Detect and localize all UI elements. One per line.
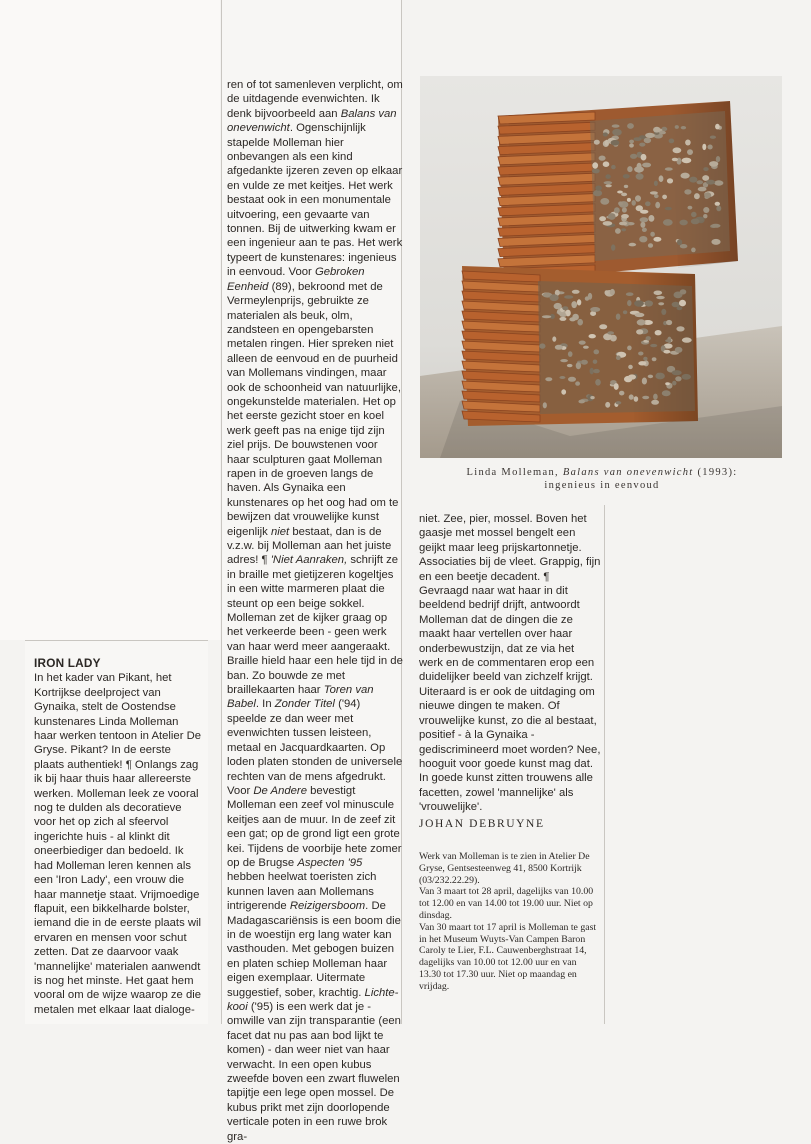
pebble <box>653 237 661 242</box>
column-rule-1 <box>221 0 222 1024</box>
pebble <box>677 239 682 245</box>
pebble <box>629 394 634 399</box>
pebble <box>682 337 692 342</box>
pebble <box>628 374 636 379</box>
pebble <box>656 373 660 379</box>
pebble <box>665 207 672 210</box>
exhibition-info-dates: Van 3 maart tot 28 april, dagelijks van 10.00 tot 12.00 en van 14.00 tot 19.00 uur. Niet op dinsdag. <box>419 886 594 921</box>
pebble <box>608 213 616 220</box>
pebble <box>675 125 679 129</box>
pebble <box>716 206 721 212</box>
pebble <box>560 359 568 362</box>
caption-subtitle: ingenieus in eenvoud <box>544 480 660 491</box>
work-title-italic: De Andere <box>253 784 307 797</box>
pebble <box>578 400 585 404</box>
pebble <box>691 212 697 217</box>
pebble <box>672 381 676 386</box>
pebble <box>698 187 707 192</box>
pebble <box>617 191 623 194</box>
pebble <box>658 302 664 305</box>
pebble <box>684 189 691 194</box>
pebble <box>605 174 610 179</box>
pebble <box>654 194 659 198</box>
pebble <box>681 173 690 179</box>
pebble <box>636 205 643 211</box>
text-segment: bevestigt Molleman een zeef vol minuscule keitjes aan de muur. In de zeef zit een gat; op de grond ligt een grote kei. Tijdens de voorbije hete zomer op de Brugse <box>227 784 402 869</box>
pebble <box>577 319 583 326</box>
pebble <box>637 319 646 325</box>
pebble <box>662 195 667 200</box>
pebble <box>691 248 696 253</box>
pebble <box>618 201 623 205</box>
pebble <box>642 228 647 232</box>
pebble <box>673 147 682 153</box>
pebble <box>635 195 641 201</box>
pebble <box>621 214 629 219</box>
pebble <box>702 144 706 150</box>
pebble <box>679 220 687 226</box>
pebble <box>626 292 634 296</box>
pebble <box>715 124 720 130</box>
pebble <box>575 381 580 385</box>
pebble <box>663 219 673 226</box>
pebble <box>592 162 598 168</box>
pebble <box>600 198 609 205</box>
pebble <box>675 376 681 381</box>
pebble <box>599 216 606 221</box>
pebble <box>614 383 619 390</box>
pebble <box>679 300 686 307</box>
pebble <box>592 169 600 174</box>
caption-artist: Linda Molleman, <box>466 467 559 478</box>
work-title-italic: niet <box>270 525 290 538</box>
pebble <box>681 126 686 129</box>
pebble <box>663 350 670 354</box>
pebble <box>639 143 645 147</box>
pebble <box>632 200 636 206</box>
pebble <box>648 375 653 379</box>
pebble <box>711 224 721 228</box>
pebble <box>634 166 644 172</box>
pebble <box>629 143 634 147</box>
pebble <box>697 180 704 184</box>
pebble <box>576 362 581 369</box>
pebble <box>651 400 659 405</box>
pebble <box>672 370 682 375</box>
page-strip-left <box>0 0 220 640</box>
pebble <box>629 140 634 144</box>
pebble <box>611 165 616 169</box>
pebble <box>593 369 600 373</box>
article-column-3 <box>419 512 601 993</box>
pebble <box>593 360 598 364</box>
pebble <box>607 331 614 334</box>
pebble <box>675 347 683 353</box>
pebble <box>634 300 644 306</box>
text-segment: schrijft ze in braille met gietijzeren kogeltjes in een witte marmeren plaat die steunt op een beige sokkel. Molleman zet de kijker graag op het verkeerde been - geen werk van haar werd meer aangeraakt. Braille hield haar een hele tijd in de ban. Zo bouwde ze met braillekaarten haar <box>227 554 403 697</box>
pebble <box>640 217 649 222</box>
pebble <box>687 149 693 155</box>
pebble <box>655 202 660 209</box>
pebble <box>682 374 691 380</box>
pebble <box>680 289 687 294</box>
work-title-italic: Aspecten '95 <box>297 856 363 869</box>
pebble <box>704 192 711 198</box>
text-segment: ren of tot samenleven verplicht, om de uitdagende evenwichten. Ik denk bijvoorbeeld aan <box>227 79 403 120</box>
pebble <box>659 131 666 135</box>
pebble <box>599 324 607 329</box>
pebble <box>640 222 645 228</box>
sculpture-photo <box>420 76 782 458</box>
work-title-italic: Toren van Babel <box>227 684 374 711</box>
pebble <box>623 174 630 178</box>
pebble <box>667 178 673 183</box>
pebble <box>665 382 670 385</box>
pebble <box>641 154 647 161</box>
text-segment: ('95) is een werk dat je - omwille van zijn transparantie (een facet dat nu pas aan bod lijkt te komen) - dan weer niet van haar verwacht. In een open kubus zweefde boven een zwart fluwelen tapijtje een lege open mossel. De kubus prikt met zijn doorlopende verticale poten in een ruwe brok gra- <box>227 1001 401 1143</box>
article-column-2 <box>227 78 403 1144</box>
pebble <box>638 352 643 356</box>
pebble <box>605 402 610 408</box>
pebble <box>669 139 675 144</box>
work-title-italic: 'Niet Aanraken, <box>270 554 348 567</box>
pebble <box>568 351 573 357</box>
pebble <box>567 364 573 367</box>
pebble <box>646 336 651 340</box>
pebble <box>634 396 639 402</box>
pebble <box>716 156 720 162</box>
pebble <box>709 161 718 167</box>
pebble <box>623 310 627 314</box>
pebble <box>588 293 592 300</box>
pebble <box>635 313 645 317</box>
pebble <box>648 215 654 222</box>
pebble <box>599 156 606 161</box>
work-title-italic: Reizigersboom <box>289 900 366 913</box>
pebble <box>645 133 655 138</box>
pebble <box>650 191 658 194</box>
pebble <box>653 127 660 133</box>
work-title-italic: Balans van onevenwicht <box>227 107 397 135</box>
caption-work-title: Balans van onevenwicht <box>562 467 694 478</box>
pebble <box>568 377 576 382</box>
author-byline: JOHAN DEBRUYNE <box>419 817 545 830</box>
pebble <box>542 315 551 318</box>
pebble <box>648 243 653 248</box>
pebble <box>638 361 646 365</box>
pebble <box>594 140 600 145</box>
sidebar-heading: IRON LADY <box>34 656 101 670</box>
pebble <box>555 345 563 350</box>
pebble <box>539 343 545 348</box>
pebble <box>659 175 664 182</box>
pebble <box>619 222 627 226</box>
pebble <box>642 163 651 168</box>
text-segment: . De Madagascariënsis is een boom die in de woestijn erg lang water kan vasthouden. Met gebogen buizen en platen schiep Molleman haar eigen exemplaar. Uitermate suggestief, sober, krachtig. <box>227 900 401 999</box>
pebble <box>708 145 713 150</box>
pebble <box>603 132 608 136</box>
pebble <box>629 243 637 247</box>
pebble <box>685 140 691 146</box>
pebble <box>666 320 672 325</box>
pebble <box>622 207 627 212</box>
pebble <box>583 346 589 349</box>
pebble <box>653 394 658 400</box>
pebble <box>616 314 621 320</box>
pebble <box>550 294 559 301</box>
caption-year: (1993): <box>697 467 738 478</box>
pebble <box>562 306 568 310</box>
pebble <box>616 355 621 360</box>
work-title-italic: Lichte-kooi <box>227 986 399 1013</box>
pebble <box>621 193 627 197</box>
pebble <box>639 236 647 242</box>
pebble <box>590 368 594 375</box>
pebble <box>615 228 621 234</box>
pebble <box>628 365 633 369</box>
pebble <box>711 239 720 245</box>
pebble <box>688 206 693 210</box>
pebble <box>665 167 673 170</box>
sidebar-top-rule <box>25 640 208 641</box>
pebble <box>561 389 566 394</box>
pebble <box>560 313 567 317</box>
pebble <box>650 344 657 347</box>
column-3-body: niet. Zee, pier, mossel. Boven het gaasje met mossel bengelt een geijkt maar leeg prijskartonnetje. Associaties bij de vleet. Grappig, fijn en een beetje decadent. ¶ Gevraagd naar wat haar in dit beeldend bedrijf drijft, antwoordt Molleman dat de dingen die ze maakt haar vertellen over haar onderbewustzijn, dat ze via het werk en de commentaren erop een duidelijker beeld van zichzelf krijgt. Uiteraard is er ook de uitdaging om nieuwe dingen te maken. Of vrouwelijke kunst, zo die al bestaat, positief - à la Gynaika - gediscrimineerd moet worden? Nee, hooguit voor goede kunst mag dat. In goede kunst zitten trouwens alle facetten, zowel 'mannelijke' als 'vrouwelijke'. <box>419 513 601 814</box>
pebble <box>636 173 644 179</box>
pebble <box>703 207 709 213</box>
pebble <box>630 154 637 159</box>
pebble <box>676 326 684 331</box>
pebble <box>595 379 601 386</box>
pebble <box>624 185 628 188</box>
text-segment: bestaat, dan is de v.z.w. bij Molleman aan het juiste adres! ¶ <box>227 525 392 567</box>
pebble <box>627 198 631 202</box>
pebble <box>662 390 671 396</box>
work-title-italic: Gebroken Eenheid <box>227 266 365 293</box>
pebble <box>589 334 596 338</box>
exhibition-info <box>419 851 601 993</box>
pebble <box>643 357 647 361</box>
pebble <box>652 357 657 361</box>
pebble <box>611 140 620 146</box>
pebble <box>612 124 620 127</box>
pebble <box>655 330 662 335</box>
pebble <box>714 180 723 185</box>
exhibition-info-venue: Werk van Molleman is te zien in Atelier De Gryse, Gentsesteenweg 41, 8500 Kortrijk (03/232.22.29). <box>419 850 590 886</box>
text-segment: hebben heelwat toeristen zich kunnen laven aan Mollemans intrigerende <box>227 871 377 913</box>
pebble <box>594 349 600 354</box>
text-segment: . In <box>255 698 275 711</box>
pebble <box>627 300 631 306</box>
pebble <box>710 136 716 139</box>
pebble <box>621 228 626 231</box>
pebble <box>703 167 708 171</box>
pebble <box>572 290 580 294</box>
text-segment: ('94) speelde ze dan weer met evenwichten tussen leisteen, metaal en Jacquardkaarten. Op loden platen stonden de universele rechten van de mens afgedrukt. Voor <box>227 698 403 797</box>
pebble <box>577 299 581 305</box>
pebble <box>627 166 632 172</box>
column-2-body <box>227 78 403 1144</box>
pebble <box>672 158 678 161</box>
pebble <box>633 137 641 141</box>
pebble <box>665 339 671 342</box>
pebble <box>545 377 552 381</box>
pebble <box>571 301 577 308</box>
pebble <box>564 295 573 299</box>
pebble <box>559 376 565 379</box>
pebble <box>656 296 664 299</box>
pebble <box>654 181 658 186</box>
pebble <box>644 138 651 144</box>
pebble <box>654 291 663 296</box>
pebble <box>627 123 634 129</box>
text-segment: . Ogenschijnlijk stapelde Molleman hier onbevangen als een kind afgedankte ijzeren zeven op elkaar en vulde ze met keitjes. Het werk bestaat ook in een monumentale uitvoering, een gevaarte van tonnen. Bij de uitwerking kwam er een ingenieur aan te pas. Het werk typeert de kunstenares: ingenieus in eenvoud. Voor <box>227 122 403 279</box>
pebble <box>593 190 602 196</box>
pebble <box>610 289 615 295</box>
photo-caption <box>432 466 772 492</box>
pebble <box>694 193 700 199</box>
pebble <box>715 202 720 206</box>
pebble <box>682 158 692 164</box>
pebble <box>611 244 615 250</box>
pebble <box>702 175 709 181</box>
pebble <box>552 336 556 341</box>
pebble <box>689 177 697 183</box>
pebble <box>644 300 653 306</box>
pebble <box>603 161 610 167</box>
pebble <box>590 307 600 312</box>
text-segment: (89), bekroond met de Vermeylenprijs, gebruikte ze materialen als beuk, olm, zandsteen en opengebarsten metalen ringen. Hier spreken niet alleen de eenvoud en de puurheid van Mollemans vindingen, maar ook de schoonheid van natuurlijke, ongekunstelde materialen. Het op het eerste gezicht stoer en koel werk geeft pas na enige tijd zijn ziel prijs. De bouwstenen voor haar sculpturen gaat Molleman rapen in de groeven langs de haven. Als Gynaika een kunstenares op het oog had om te bewijzen dat vrouwelijke kunst eigenlijk <box>227 280 401 538</box>
pebble <box>605 290 609 295</box>
pebble <box>579 341 586 345</box>
pebble <box>595 186 602 191</box>
pebble <box>616 401 622 404</box>
pebble <box>554 303 562 309</box>
pebble <box>614 207 620 213</box>
pebble <box>627 346 632 351</box>
pebble <box>645 201 651 206</box>
pebble <box>569 317 576 321</box>
pebble <box>691 219 700 225</box>
pebble <box>612 129 622 136</box>
pebble <box>661 309 666 315</box>
pebble <box>650 232 655 237</box>
pebble <box>603 221 613 226</box>
pebble <box>543 402 547 408</box>
sidebar-body: In het kader van Pikant, het Kortrijkse deelproject van Gynaika, stelt de Oostendse kunstenares Linda Molleman haar werken tentoon in Atelier De Gryse. Pikant? In de eerste plaats authentiek! ¶ Onlangs zag ik bij haar thuis haar allereerste werken. Molleman leek ze vooral nog te dulden als decoratieve voor het op zich al sfeervol ingerichte huis - al klinkt dit oneerbiediger dan bedoeld. Ik had Molleman leren kennen als een 'Iron Lady', een vrouw die haar mannetje staat. Vrijmoedige flapuit, een bikkelharde bolster, iemand die in de eerste plaats wil ervaren en mensen voor schut zetten. Dat ze daarvoor vaak 'mannelijke' materialen aanwendt is nog het minste. Het gaat hem vooral om de wijze waarop ze die metalen met elkaar laat dialoge- <box>34 672 202 1016</box>
pebble <box>642 378 647 385</box>
sidebar-article <box>34 656 204 1017</box>
pebble <box>590 396 594 399</box>
pebble <box>605 184 611 187</box>
pebble <box>672 302 680 308</box>
column-rule-3 <box>604 505 605 1024</box>
pebble <box>619 391 624 396</box>
pebble <box>706 180 715 185</box>
pebble <box>636 329 643 334</box>
pebble <box>642 396 649 399</box>
sculpture-illustration <box>420 76 782 458</box>
pebble <box>604 181 613 184</box>
pebble <box>677 306 683 310</box>
work-title-italic: Zonder Titel <box>274 698 335 711</box>
pebble <box>559 317 566 321</box>
exhibition-info-lier: Van 30 maart tot 17 april is Molleman te gast in het Museum Wuyts-Van Campen Baron Caroly te Lier, F.L. Cauwenberghstraat 14, dagelijks van 10.00 tot 12.00 uur en van 13.30 tot 17.30 uur. Niet op maandag en vrijdag. <box>419 921 597 992</box>
